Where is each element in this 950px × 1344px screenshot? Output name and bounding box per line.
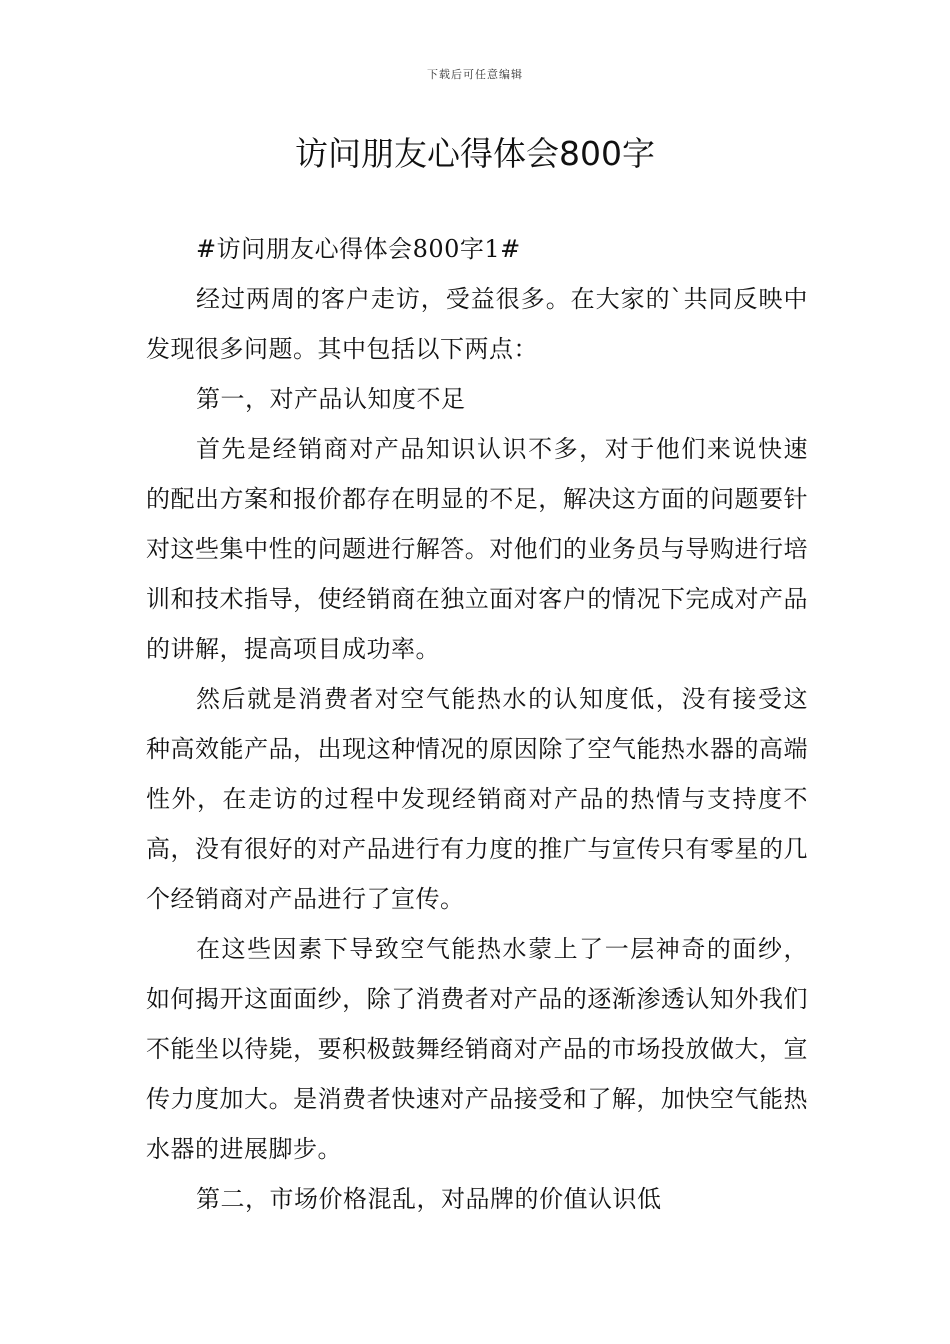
paragraph: 在这些因素下导致空气能热水蒙上了一层神奇的面纱，如何揭开这面面纱，除了消费者对产品的逐渐渗透认知外我们不能坐以待毙，要积极鼓舞经销商对产品的市场投放做大，宣传力度加大。是消费者快速对产品接受和了解，加快空气能热水器的进展脚步。 [146,935,808,1163]
paragraph: 经过两周的客户走访，受益很多。在大家的`共同反映中发现很多问题。其中包括以下两点： [146,285,808,363]
paragraph: 首先是经销商对产品知识认识不多，对于他们来说快速的配出方案和报价都存在明显的不足，解决这方面的问题要针对这些集中性的问题进行解答。对他们的业务员与导购进行培训和技术指导，使经销商在独立面对客户的情况下完成对产品的讲解，提高项目成功率。 [146,435,808,663]
section-heading-first: 第一，对产品认知度不足 [196,385,466,413]
paragraph-heading-1: #访问朋友心得体会800字1# [196,235,521,263]
page-title: 访问朋友心得体会800字 [295,134,655,173]
document-body [146,224,808,1224]
header-note: 下载后可任意编辑 [427,68,523,81]
section-heading-second: 第二，市场价格混乱，对品牌的价值认识低 [196,1185,662,1213]
paragraph: 然后就是消费者对空气能热水的认知度低，没有接受这种高效能产品，出现这种情况的原因除了空气能热水器的高端性外，在走访的过程中发现经销商对产品的热情与支持度不高，没有很好的对产品进行有力度的推广与宣传只有零星的几个经销商对产品进行了宣传。 [146,685,808,913]
